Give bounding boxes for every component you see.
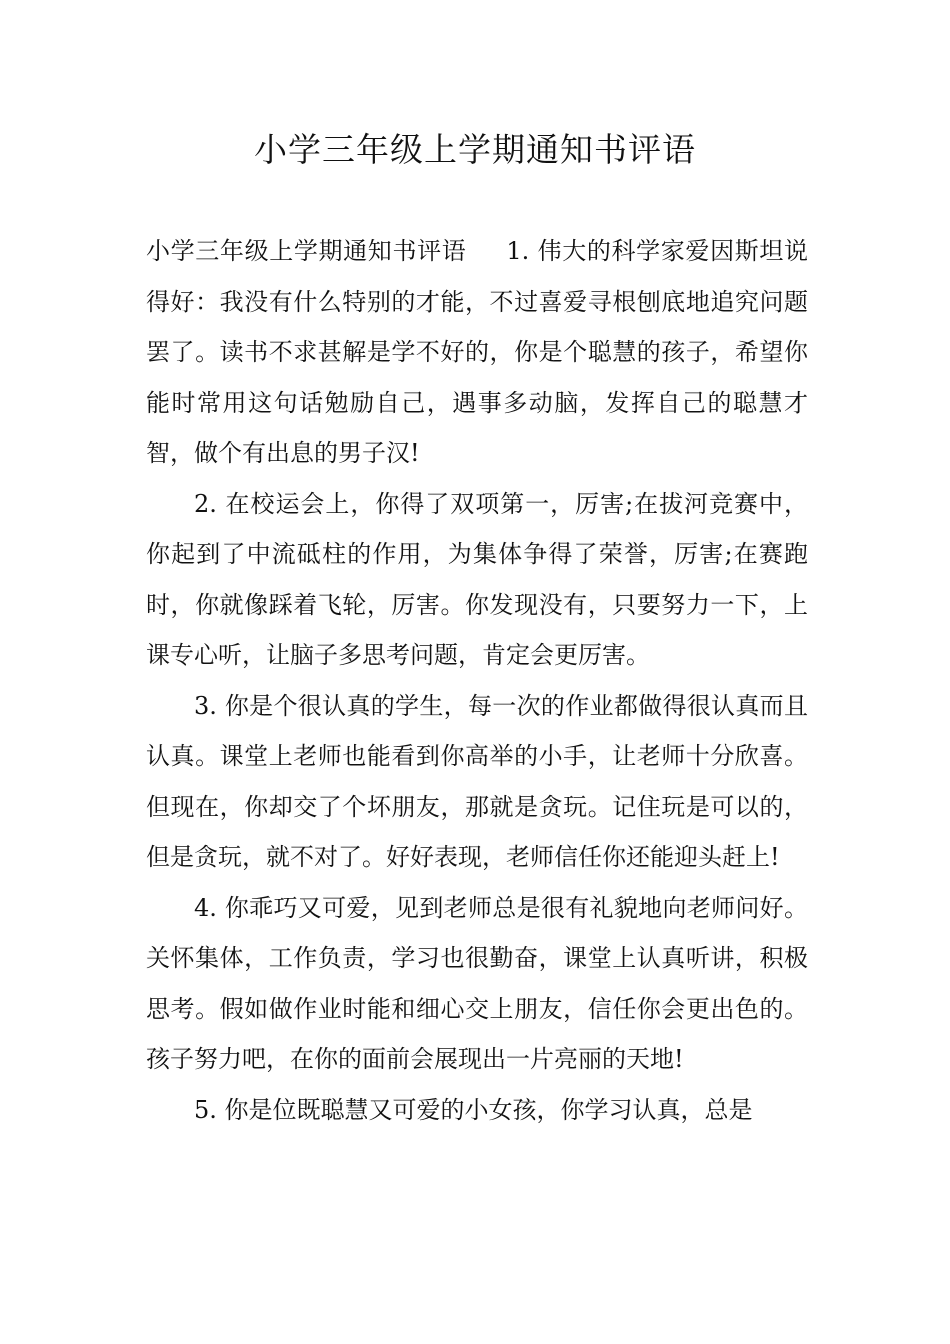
paragraph-4: 4. 你乖巧又可爱，见到老师总是很有礼貌地向老师问好。关怀集体，工作负责，学习也很勤奋，课堂上认真听讲，积极思考。假如做作业时能和细心交上朋友，信任你会更出色的。孩子努力吧，在你的面前会展现出一片亮丽的天地!: [146, 893, 808, 1073]
intro-heading: 小学三年级上学期通知书评语: [146, 237, 467, 265]
paragraph-5: 5. 你是位既聪慧又可爱的小女孩，你学习认真，总是: [194, 1095, 753, 1124]
paragraph-1: [146, 226, 808, 479]
document-title: 小学三年级上学期通知书评语: [254, 130, 696, 169]
paragraph-1-text: 1. 伟大的科学家爱因斯坦说得好：我没有什么特别的才能，不过喜爱寻根刨底地追究问题罢了。读书不求甚解是学不好的，你是个聪慧的孩子，希望你能时常用这句话勉励自己，遇事多动脑，发挥自己的聪慧才智，做个有出息的男子汉!: [146, 237, 809, 467]
paragraph-2: 2. 在校运会上，你得了双项第一，厉害;在拔河竞赛中，你起到了中流砥柱的作用，为集体争得了荣誉，厉害;在赛跑时，你就像踩着飞轮，厉害。你发现没有，只要努力一下，上课专心听，让脑子多思考问题，肯定会更厉害。: [146, 489, 808, 669]
paragraph-3: 3. 你是个很认真的学生，每一次的作业都做得很认真而且认真。课堂上老师也能看到你高举的小手，让老师十分欣喜。但现在，你却交了个坏朋友，那就是贪玩。记住玩是可以的，但是贪玩，就不对了。好好表现，老师信任你还能迎头赶上!: [146, 691, 808, 871]
document-body: [146, 226, 808, 1135]
